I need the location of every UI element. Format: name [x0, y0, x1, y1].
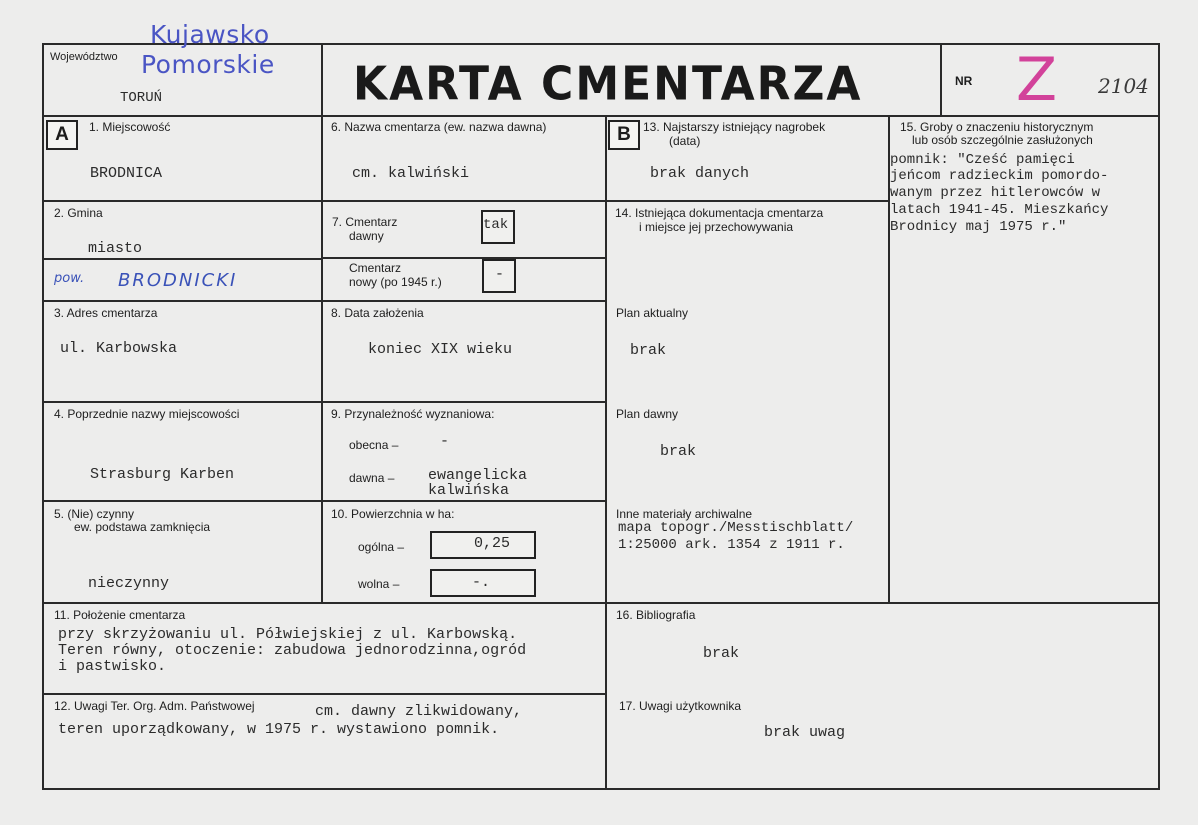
header-divider-1 — [321, 43, 323, 117]
field-2-value: miasto — [88, 240, 143, 257]
field-5-label-2: ew. podstawa zamknięcia — [74, 520, 211, 534]
field-1-label: 1. Miejscowość — [89, 120, 171, 134]
field-5-value: nieczynny — [88, 575, 170, 592]
row-line-1b — [605, 200, 890, 202]
field-9-former-value-1: ewangelicka — [428, 467, 528, 484]
field-4-value: Strasburg Karben — [90, 466, 235, 483]
field-2-pow-prefix: pow. — [54, 271, 85, 286]
field-15-line-4: latach 1941-45. Mieszkańcy — [890, 202, 1109, 218]
voivodeship-stamp-line2: Pomorskie — [141, 50, 275, 79]
field-14-label-1: 14. Istniejąca dokumentacja cmentarza — [615, 206, 824, 220]
field-3-label: 3. Adres cmentarza — [54, 306, 158, 320]
col-divider-1 — [321, 115, 323, 603]
field-15-label-1: 15. Groby o znaczeniu historycznym — [900, 120, 1094, 134]
field-7-old-box — [481, 210, 515, 244]
field-3-value: ul. Karbowska — [60, 340, 178, 357]
field-9-former-value-2: kalwińska — [428, 482, 510, 499]
col-divider-2 — [605, 115, 607, 790]
field-2-label: 2. Gmina — [54, 206, 103, 220]
field-15-label-2: lub osób szczególnie zasłużonych — [912, 133, 1093, 147]
field-11-label: 11. Położenie cmentarza — [54, 608, 186, 622]
row-line-3 — [42, 300, 607, 302]
row-line-4 — [42, 401, 607, 403]
header-divider-2 — [940, 43, 942, 117]
field-7-old-value: tak — [483, 217, 509, 233]
row-line-2c — [321, 257, 607, 259]
field-7-new-box — [482, 259, 516, 293]
field-16-label: 16. Bibliografia — [616, 608, 696, 622]
field-14-plan-current-value: brak — [630, 342, 667, 359]
field-10-total-box — [430, 531, 536, 559]
field-10-free-box — [430, 569, 536, 597]
frame-left — [42, 43, 44, 790]
field-4-label: 4. Poprzednie nazwy miejscowości — [54, 407, 240, 421]
header-bottom-line — [42, 115, 1160, 117]
field-10-free-label: wolna – — [358, 577, 400, 591]
field-15-line-2: jeńcom radzieckim pomordo- — [890, 168, 1109, 184]
field-7-new-value: - — [495, 266, 505, 283]
field-6-value: cm. kalwiński — [352, 165, 470, 182]
field-14-plan-current-label: Plan aktualny — [616, 306, 689, 320]
field-11-line-1: przy skrzyżowaniu ul. Półwiejskiej z ul. Karbowską. — [58, 626, 518, 643]
field-2-pow-value: BRODNICKI — [118, 270, 238, 291]
field-15-line-3: wanym przez hitlerowców w — [890, 185, 1101, 201]
field-8-value: koniec XIX wieku — [368, 341, 513, 358]
field-10-label: 10. Powierzchnia w ha: — [331, 507, 455, 521]
field-16-value: brak — [703, 645, 740, 662]
row-line-5 — [42, 500, 607, 502]
nr-number: 2104 — [1098, 74, 1149, 98]
field-9-label: 9. Przynależność wyznaniowa: — [331, 407, 495, 421]
nr-label: NR — [955, 74, 973, 88]
field-7-old-label-2: dawny — [349, 229, 384, 243]
field-9-current-value: - — [440, 433, 450, 450]
field-7-new-label-2: nowy (po 1945 r.) — [349, 275, 442, 289]
field-14-plan-old-label: Plan dawny — [616, 407, 679, 421]
field-9-current-label: obecna – — [349, 438, 399, 452]
row-line-1 — [42, 200, 607, 202]
field-13-value: brak danych — [650, 165, 750, 182]
section-b-letter: B — [608, 120, 640, 150]
field-14-other-label: Inne materiały archiwalne — [616, 507, 753, 521]
field-10-total-label: ogólna – — [358, 540, 405, 554]
field-11-line-2: Teren równy, otoczenie: zabudowa jednorodzinna,ogród — [58, 642, 527, 659]
field-13-label-1: 13. Najstarszy istniejący nagrobek — [643, 120, 826, 134]
section-a-letter: A — [46, 120, 78, 150]
field-9-former-label: dawna – — [349, 471, 395, 485]
field-17-value: brak uwag — [764, 724, 846, 741]
frame-bottom — [42, 788, 1160, 790]
field-8-label: 8. Data założenia — [331, 306, 424, 320]
voivodeship-stamp-line1: Kujawsko — [150, 20, 270, 49]
field-10-total-value: 0,25 — [474, 535, 511, 552]
field-14-label-2: i miejsce jej przechowywania — [639, 220, 794, 234]
row-line-2b — [42, 258, 322, 260]
field-5-label-1: 5. (Nie) czynny — [54, 507, 135, 521]
frame-right — [1158, 43, 1160, 790]
field-6-label: 6. Nazwa cmentarza (ew. nazwa dawna) — [331, 120, 547, 134]
row-line-6 — [42, 602, 1160, 604]
field-17-label: 17. Uwagi użytkownika — [619, 699, 742, 713]
field-7-new-label-1: Cmentarz — [349, 261, 402, 275]
voivodeship-typed: TORUŃ — [120, 90, 163, 106]
row-line-7 — [42, 693, 607, 695]
field-12-line-2: teren uporządkowany, w 1975 r. wystawiono pomnik. — [58, 721, 500, 738]
field-14-other-line-1: mapa topogr./Messtischblatt/ — [618, 520, 854, 536]
page-title: KARTA CMENTARZA — [353, 57, 863, 112]
field-12-line-1: cm. dawny zlikwidowany, — [315, 703, 523, 720]
field-14-other-line-2: 1:25000 ark. 1354 z 1911 r. — [618, 537, 845, 553]
nr-letter: Z — [1016, 45, 1058, 115]
field-15-line-1: pomnik: "Cześć pamięci — [890, 152, 1075, 168]
field-11-line-3: i pastwisko. — [58, 658, 167, 675]
field-1-value: BRODNICA — [90, 165, 163, 182]
voivodeship-label: Województwo — [50, 51, 118, 63]
field-12-label: 12. Uwagi Ter. Org. Adm. Państwowej — [54, 699, 255, 713]
field-14-plan-old-value: brak — [660, 443, 697, 460]
field-13-label-2: (data) — [669, 134, 701, 148]
field-10-free-value: -. — [472, 574, 491, 591]
field-15-line-5: Brodnicy maj 1975 r." — [890, 219, 1067, 235]
field-7-old-label-1: 7. Cmentarz — [332, 215, 398, 229]
